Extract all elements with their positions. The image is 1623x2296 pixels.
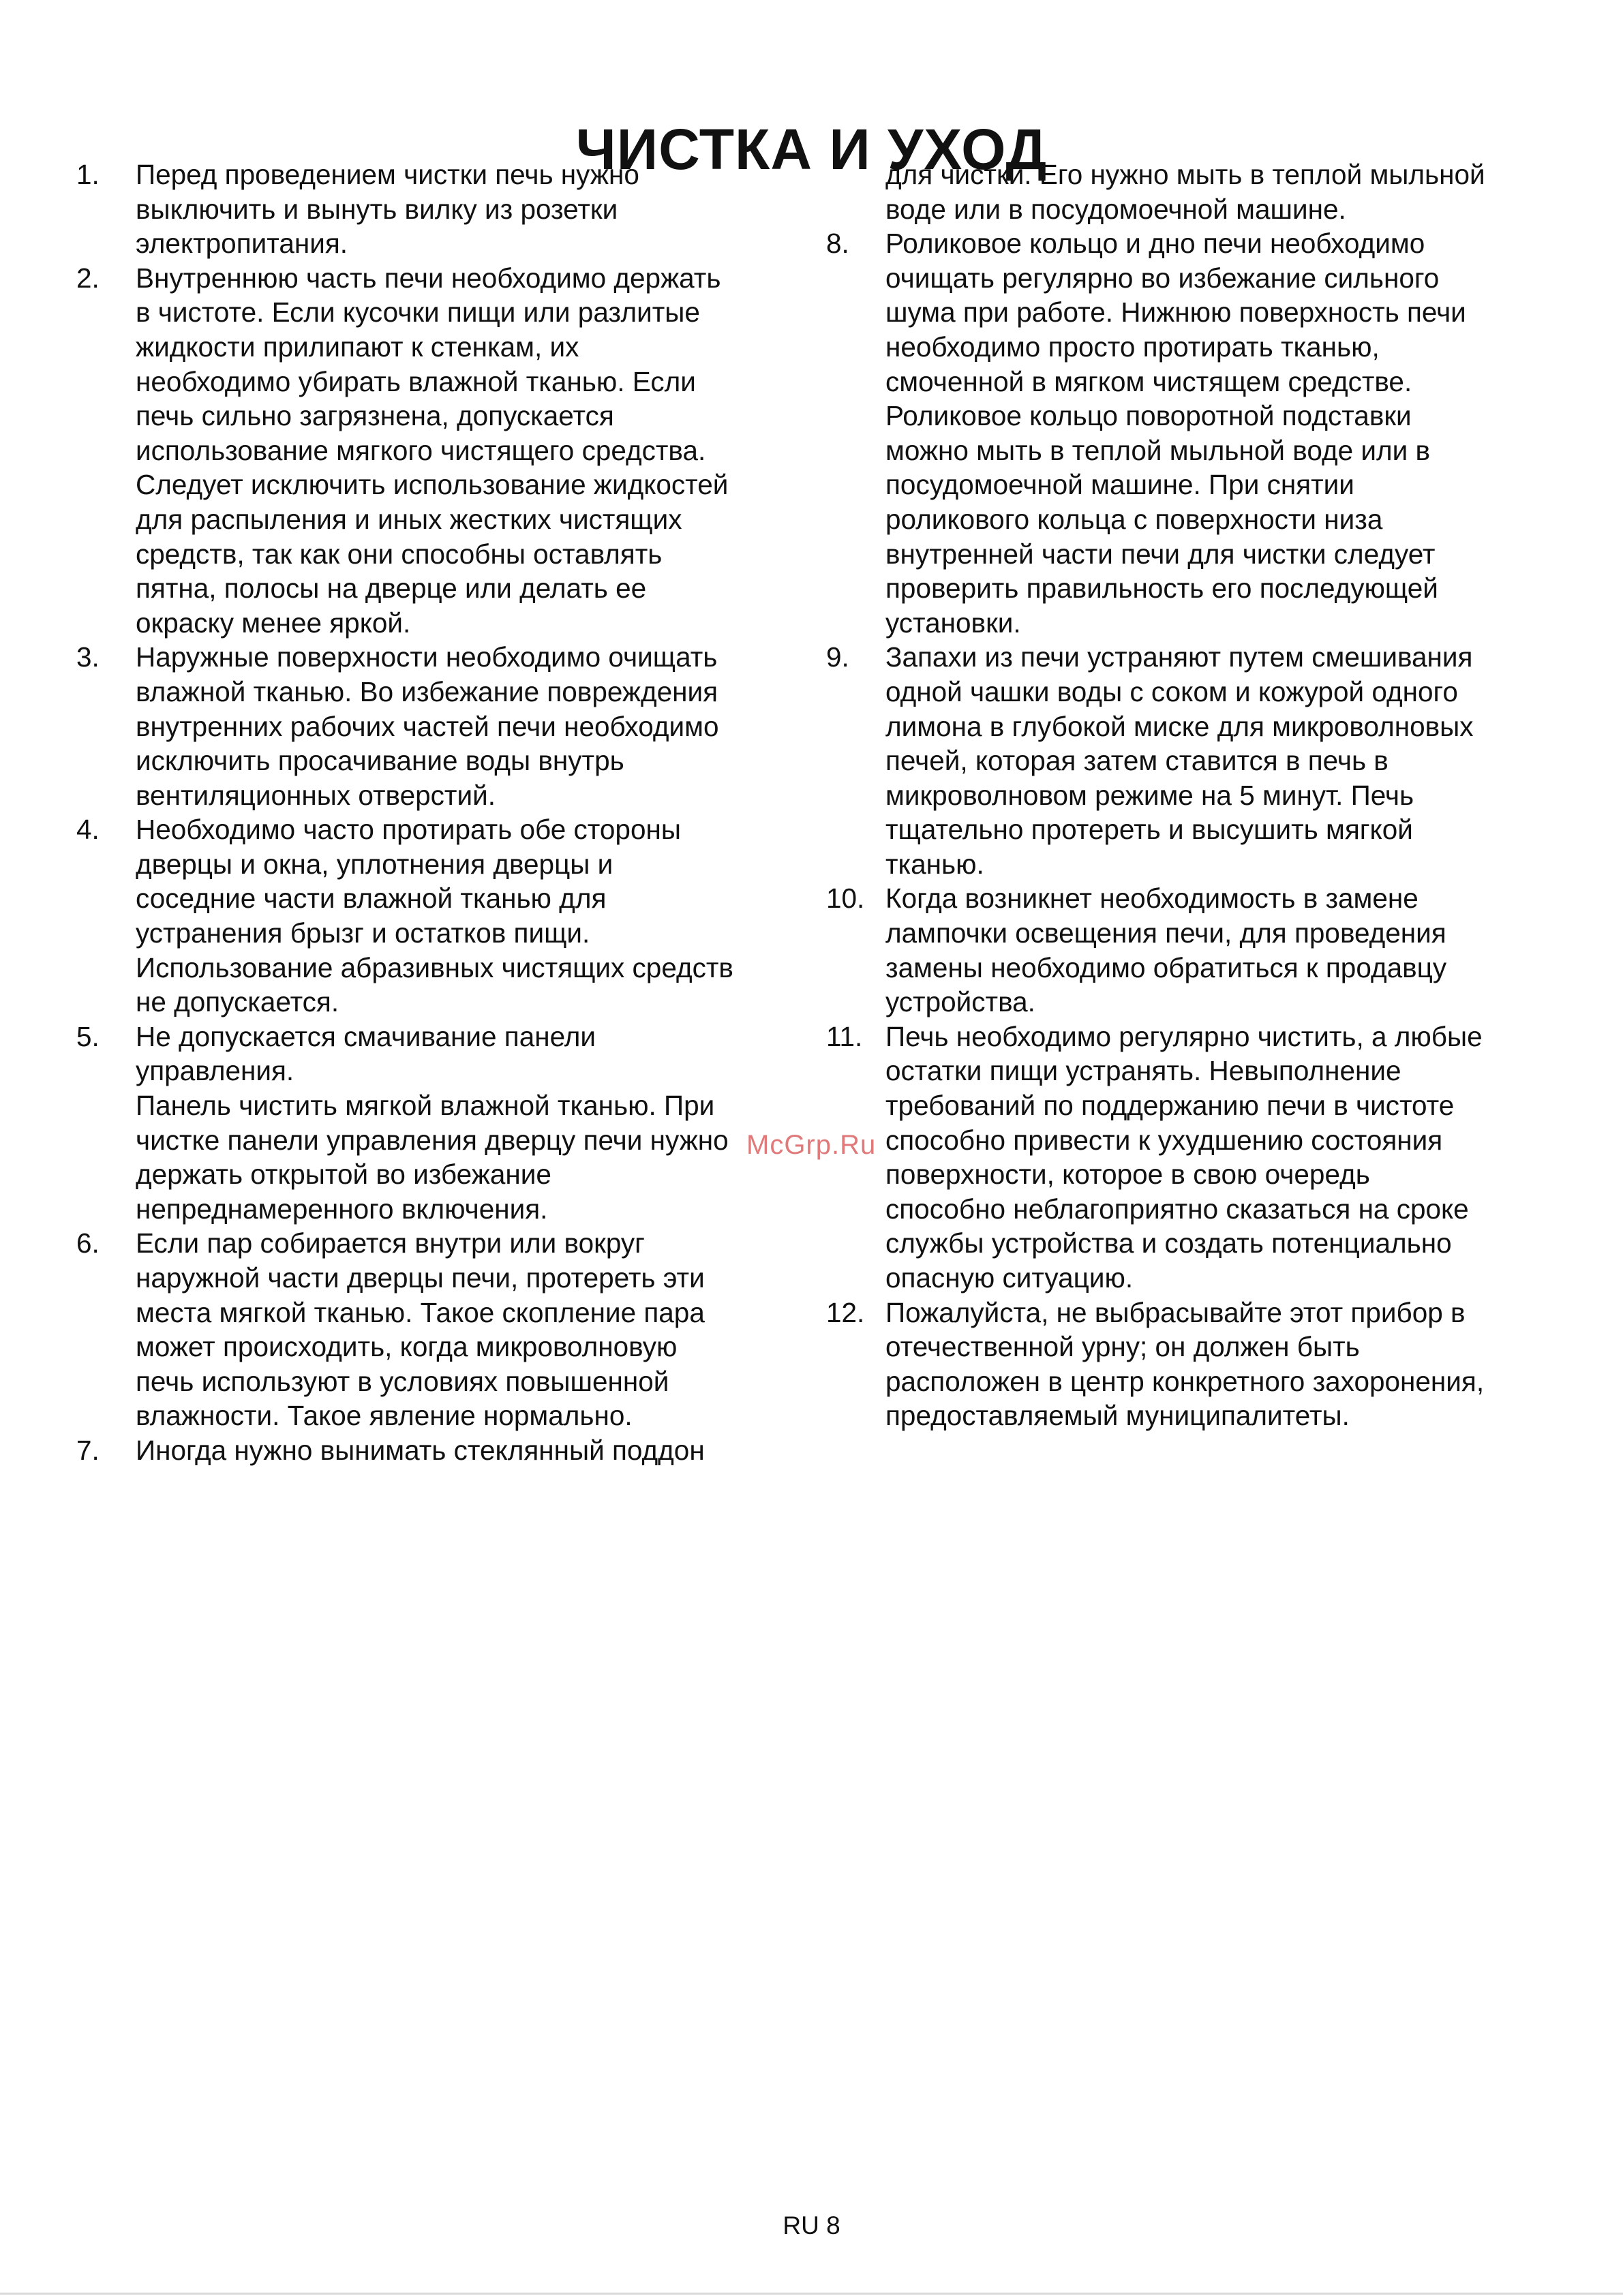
list-item-text-line: замены необходимо обратиться к продавцу <box>885 951 1447 983</box>
list-item-text-line: для распыления и иных жестких чистящих <box>136 503 682 535</box>
list-item <box>76 157 785 261</box>
list-item-text-line: печей, которая затем ставится в печь в <box>885 745 1389 777</box>
left-column <box>76 157 785 1468</box>
list-item <box>76 640 785 812</box>
list-item-text-line: влажности. Такое явление нормально. <box>136 1400 633 1432</box>
list-item <box>76 261 785 641</box>
list-item-text-line: в чистоте. Если кусочки пищи или разлитые <box>136 296 700 328</box>
list-item-text-line: электропитания. <box>136 228 348 260</box>
watermark: McGrp.Ru <box>746 1130 877 1160</box>
list-item-text-line: вентиляционных отверстий. <box>136 779 496 811</box>
list-item-text-line: Если пар собирается внутри или вокруг <box>136 1227 645 1259</box>
list-item <box>826 226 1549 640</box>
list-item-text-line: установки. <box>885 607 1021 639</box>
list-item-text-line: управления. <box>136 1055 294 1087</box>
list-item-number: 6. <box>76 1227 100 1259</box>
page-title: ЧИСТКА И УХОД <box>575 117 1048 182</box>
list-item-text-line: устройства. <box>885 986 1035 1018</box>
list-item-text-line: тканью. <box>885 848 984 880</box>
list-item <box>826 640 1549 881</box>
list-item-text-line: воде или в посудомоечной машине. <box>885 193 1346 225</box>
list-item-text-line: Перед проведением чистки печь нужно <box>136 159 639 190</box>
list-item-text-line: Внутреннюю часть печи необходимо держать <box>136 262 721 294</box>
list-item-text-line: выключить и вынуть вилку из розетки <box>136 193 618 225</box>
list-item-text-line: опасную ситуацию. <box>885 1262 1134 1294</box>
list-item-text-line: соседние части влажной тканью для <box>136 883 607 915</box>
list-item <box>76 1226 785 1433</box>
list-item-text-line: Иногда нужно вынимать стеклянный поддон <box>136 1434 705 1466</box>
list-item-text-line: предоставляемый муниципалитеты. <box>885 1400 1350 1432</box>
list-item-number: 12. <box>826 1296 865 1328</box>
list-item-text-line: держать открытой во избежание <box>136 1159 551 1191</box>
list-item-text-line: лимона в глубокой миске для микроволновых <box>885 710 1474 742</box>
list-item-text-line: способно неблагоприятно сказаться на сроке <box>885 1193 1469 1225</box>
page-number: RU 8 <box>783 2211 840 2239</box>
right-column <box>826 157 1549 1433</box>
list-item-number: 10. <box>826 883 865 915</box>
list-item-text-line: печь используют в условиях повышенной <box>136 1365 669 1397</box>
list-item-text-line: устранения брызг и остатков пищи. <box>136 917 590 949</box>
list-item-text-line: внутренней части печи для чистки следует <box>885 538 1436 570</box>
list-item-text-line: Когда возникнет необходимость в замене <box>885 883 1419 915</box>
list-item-text-line: необходимо просто протирать тканью, <box>885 331 1380 363</box>
list-item-text-line: Использование абразивных чистящих средств <box>136 951 733 983</box>
list-item <box>826 1296 1549 1433</box>
list-item-text-line: внутренних рабочих частей печи необходимо <box>136 710 719 742</box>
list-item-text-line: остатки пищи устранять. Невыполнение <box>885 1055 1401 1087</box>
list-item-text-line: шума при работе. Нижнюю поверхность печи <box>885 296 1466 328</box>
list-item-text-line: дверцы и окна, уплотнения дверцы и <box>136 848 613 880</box>
list-item <box>76 812 785 1020</box>
list-item-text-line: может происходить, когда микроволновую <box>136 1331 678 1363</box>
list-item-number: 5. <box>76 1020 100 1052</box>
list-item <box>76 1433 785 1468</box>
list-item-text-line: лампочки освещения печи, для проведения <box>885 917 1446 949</box>
list-item-text-line: Печь необходимо регулярно чистить, а любые <box>885 1020 1483 1052</box>
list-item-text-line: для чистки. Его нужно мыть в теплой мыльной <box>885 159 1485 190</box>
list-item-text-line: роликового кольца с поверхности низа <box>885 503 1383 535</box>
list-item-number: 4. <box>76 814 100 846</box>
list-item-text-line: чистке панели управления дверцу печи нужно <box>136 1124 729 1156</box>
list-item-number: 9. <box>826 641 849 673</box>
list-item-number: 1. <box>76 159 100 190</box>
list-item-text-line: жидкости прилипают к стенкам, их <box>136 331 579 363</box>
list-item <box>826 881 1549 1019</box>
list-item-number: 8. <box>826 228 849 260</box>
bottom-rule <box>0 2293 1623 2295</box>
list-item-text-line: проверить правильность его последующей <box>885 572 1438 604</box>
list-item-text-line: окраску менее яркой. <box>136 607 411 639</box>
list-item-text-line: способно привести к ухудшению состояния <box>885 1124 1443 1156</box>
list-item-text-line: Пожалуйста, не выбрасывайте этот прибор в <box>885 1296 1466 1328</box>
list-item-text-line: Запахи из печи устраняют путем смешивания <box>885 641 1473 673</box>
list-item-text-line: отечественной урну; он должен быть <box>885 1331 1360 1363</box>
list-item <box>826 1020 1549 1296</box>
list-item-text-line: расположен в центр конкретного захоронения, <box>885 1365 1485 1397</box>
list-item-text-line: необходимо убирать влажной тканью. Если <box>136 365 696 397</box>
list-item-text-line: Не допускается смачивание панели <box>136 1020 596 1052</box>
list-item-text-line: микроволновом режиме на 5 минут. Печь <box>885 779 1414 811</box>
list-item-number: 7. <box>76 1434 100 1466</box>
list-item-text-line: Роликовое кольцо поворотной подставки <box>885 400 1412 432</box>
list-item-number: 3. <box>76 641 100 673</box>
list-item-text-line: пятна, полосы на дверце или делать ее <box>136 572 647 604</box>
list-item-number: 11. <box>826 1020 863 1052</box>
list-item-text-line: тщательно протереть и высушить мягкой <box>885 814 1413 846</box>
list-item-number: 2. <box>76 262 100 294</box>
list-item-text-line: смоченной в мягком чистящем средстве. <box>885 365 1412 397</box>
list-item-text-line: посудомоечной машине. При снятии <box>885 469 1354 501</box>
list-item <box>826 157 1549 226</box>
list-item-text-line: Следует исключить использование жидкостей <box>136 469 729 501</box>
list-item-text-line: использование мягкого чистящего средства. <box>136 434 706 466</box>
list-item-text-line: средств, так как они способны оставлять <box>136 538 663 570</box>
list-item-text-line: Необходимо часто протирать обе стороны <box>136 814 681 846</box>
list-item-text-line: печь сильно загрязнена, допускается <box>136 400 614 432</box>
list-item-text-line: влажной тканью. Во избежание повреждения <box>136 675 718 707</box>
list-item <box>76 1020 785 1227</box>
list-item-text-line: исключить просачивание воды внутрь <box>136 745 624 777</box>
list-item-text-line: Панель чистить мягкой влажной тканью. При <box>136 1090 715 1122</box>
list-item-text-line: Наружные поверхности необходимо очищать <box>136 641 718 673</box>
list-item-text-line: места мягкой тканью. Такое скопление пара <box>136 1296 705 1328</box>
list-item-text-line: наружной части дверцы печи, протереть эти <box>136 1262 705 1294</box>
list-item-text-line: одной чашки воды с соком и кожурой одного <box>885 675 1458 707</box>
list-item-text-line: непреднамеренного включения. <box>136 1193 548 1225</box>
list-item-text-line: требований по поддержанию печи в чистоте <box>885 1090 1455 1122</box>
list-item-text-line: можно мыть в теплой мыльной воде или в <box>885 434 1431 466</box>
list-item-text-line: не допускается. <box>136 986 339 1018</box>
list-item-text-line: очищать регулярно во избежание сильного <box>885 262 1440 294</box>
list-item-text-line: Роликовое кольцо и дно печи необходимо <box>885 228 1425 260</box>
list-item-text-line: поверхности, которое в свою очередь <box>885 1159 1370 1191</box>
list-item-text-line: службы устройства и создать потенциально <box>885 1227 1452 1259</box>
